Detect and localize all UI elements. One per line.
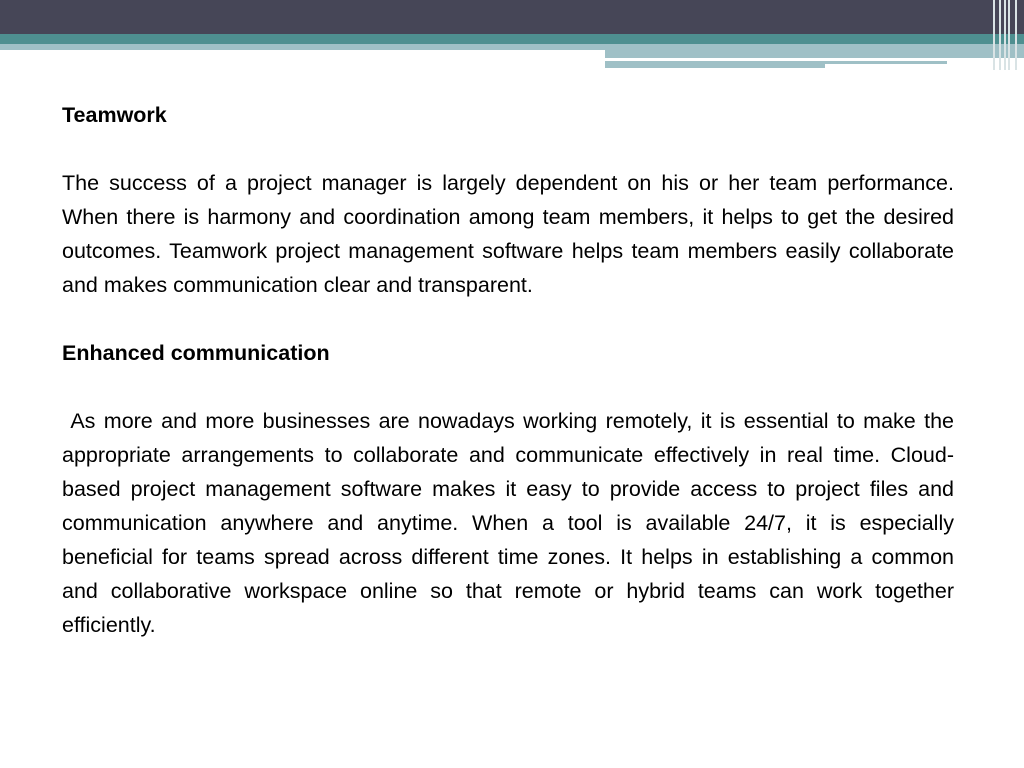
section-body-teamwork: The success of a project manager is largely dependent on his or her team performance. When there is harmony and coordination among team members, it helps to get the desired outcomes. Teamwork project management software helps team members easily collaborate and makes communication clear and transparent. [62, 171, 954, 297]
header-dark-band [0, 0, 1024, 34]
section-heading-communication: Enhanced communication [62, 341, 330, 365]
section-body-communication: As more and more businesses are nowadays working remotely, it is essential to make the appropriate arrangements to collaborate and communicate effectively in real time. Cloud-based project management software makes it easy to provide access to project files and communication anywhere and anytime. When a tool is available 24/7, it is especially beneficial for teams spread across different time zones. It helps in establishing a common and collaborative workspace online so that remote or hybrid teams can work together efficiently. [62, 409, 954, 637]
header-accent-line-thin [825, 61, 947, 64]
header-teal-band [0, 34, 1024, 44]
header-light-band-right [605, 44, 1024, 58]
section-heading-teamwork: Teamwork [62, 103, 167, 127]
header-light-band [0, 44, 605, 50]
header-accent-line [605, 61, 825, 68]
slide-content [62, 98, 954, 642]
header-stripes-decoration [993, 0, 1024, 70]
